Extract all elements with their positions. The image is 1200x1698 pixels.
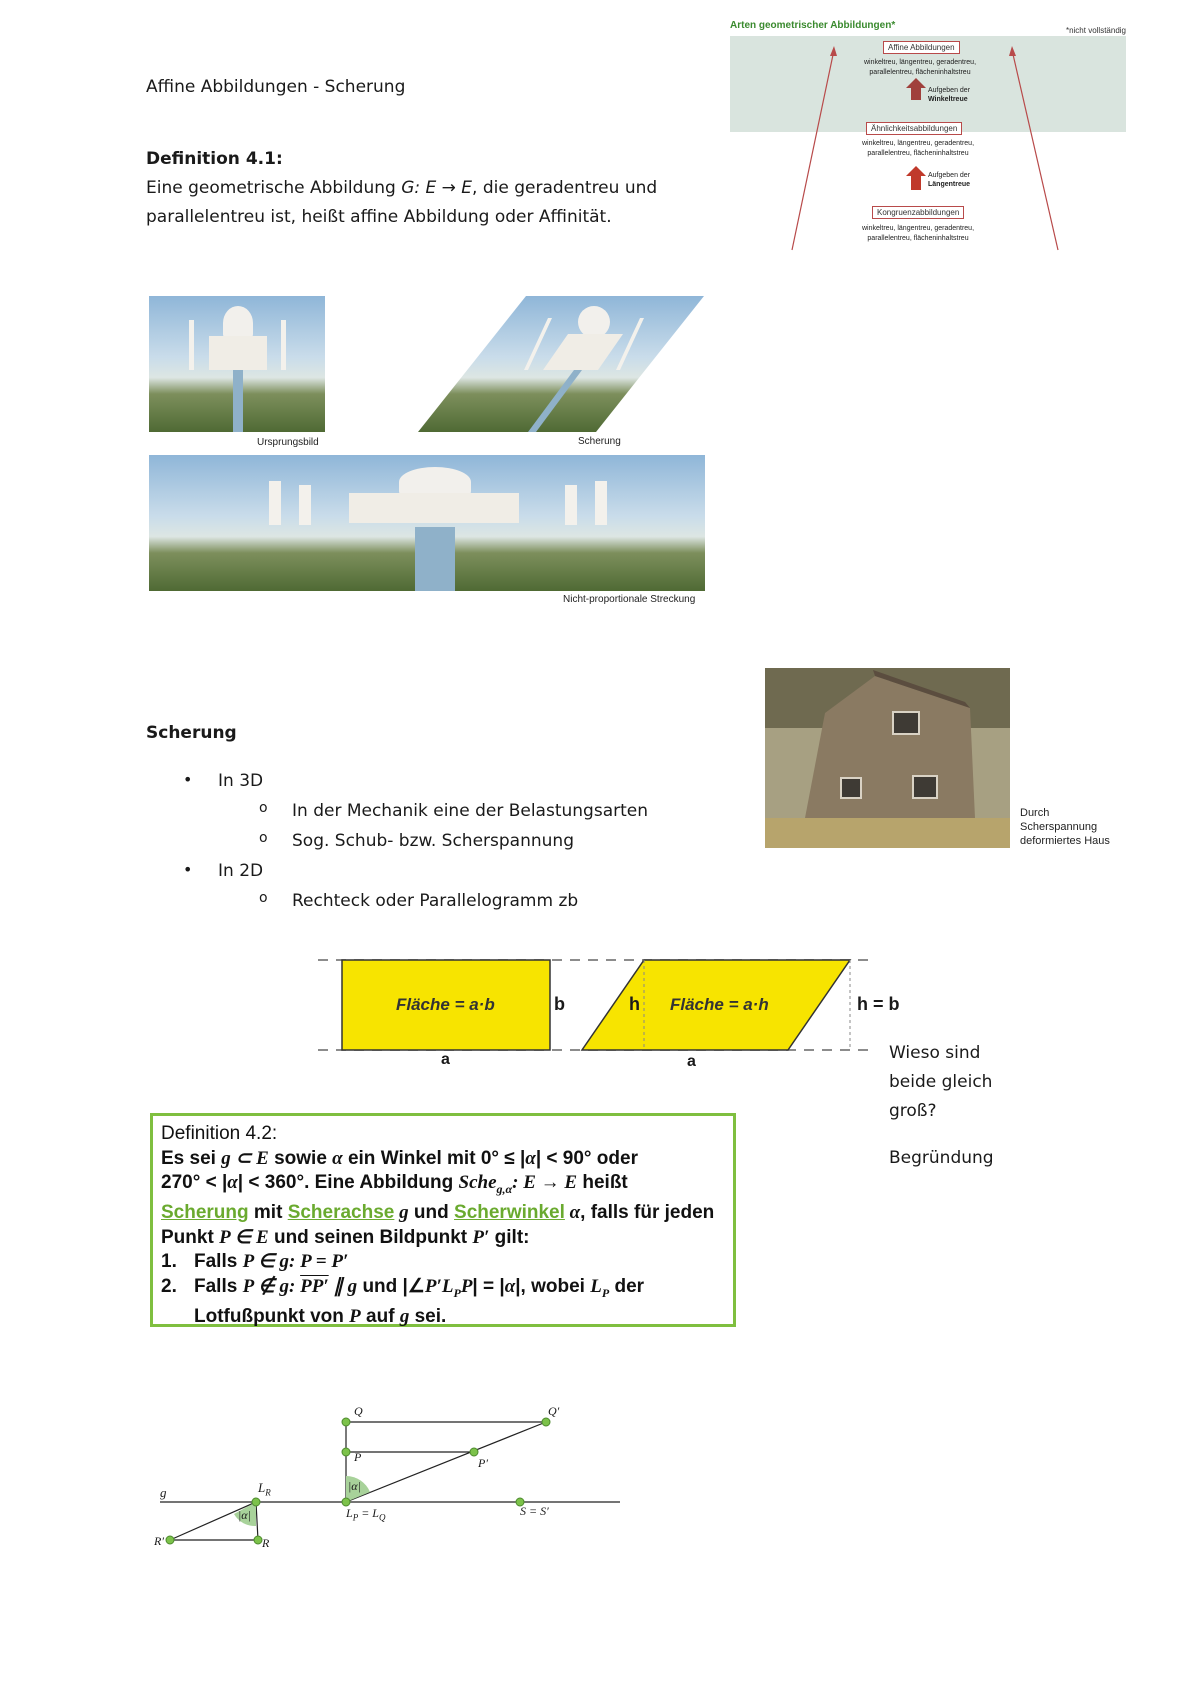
label-lp-lq	[346, 1506, 385, 1522]
point-lr	[252, 1498, 260, 1506]
def42-l1-c: ein Winkel mit 0° ≤ |	[342, 1147, 526, 1169]
def42-line-4	[161, 1226, 725, 1251]
def42-item-2	[161, 1275, 725, 1305]
para-area-label: Fläche = a·h	[670, 995, 769, 1014]
house-caption-3: deformiertes Haus	[1020, 835, 1110, 847]
step-1-text	[928, 86, 970, 104]
left-arrow-head	[830, 46, 837, 56]
taj-dome	[223, 306, 253, 340]
stretch-pool	[415, 527, 455, 591]
house-grass	[765, 818, 1010, 848]
definition-4-1-text-a: Eine geometrische Abbildung	[146, 178, 402, 198]
aehnlich-props-1: winkeltreu, längentreu, geradentreu,	[861, 140, 975, 147]
taj-minaret-right	[281, 320, 286, 370]
def42-i2-b: und |∠	[357, 1275, 425, 1297]
label-q-prime: Q′	[548, 1404, 560, 1418]
label-lr	[258, 1480, 271, 1498]
def42-i2-m4: P′L	[424, 1275, 454, 1297]
def42-l2-m3: : E → E	[512, 1172, 578, 1193]
label-g: g	[160, 1485, 167, 1500]
label-q: Q	[354, 1404, 363, 1418]
left-arrow-line	[792, 50, 834, 250]
line-lp-q-prime	[346, 1422, 546, 1502]
def42-l2-a: 270° < |	[161, 1172, 228, 1193]
def42-l1-b: sowie	[268, 1147, 333, 1169]
def42-l4-m2: P′	[472, 1226, 490, 1248]
sub-bullet-1: o	[259, 800, 268, 816]
label-r: R	[262, 1536, 270, 1550]
definition-4-1-math: G: E → E	[401, 178, 473, 198]
question-line-3: groß?	[889, 1101, 937, 1121]
def42-l3-c: , falls für jeden	[580, 1202, 715, 1224]
def42-i2-m5: P	[460, 1275, 473, 1297]
label-alpha-p: |α|	[348, 1479, 361, 1493]
def42-l1-m3: α	[525, 1147, 536, 1169]
label-r-prime: R′	[154, 1534, 164, 1548]
def42-i2-sub2: P	[601, 1285, 610, 1300]
label-lp-main: L	[346, 1506, 353, 1520]
def42-i2-num: 2.	[161, 1275, 177, 1297]
scherung-heading: Scherung	[146, 723, 237, 743]
definition-4-1-line-2: parallelentreu ist, heißt affine Abbildung oder Affinität.	[146, 207, 612, 227]
def42-i2l2-m2: g	[399, 1306, 410, 1328]
item-2d: In 2D	[218, 861, 264, 881]
item-3d: In 3D	[218, 771, 264, 791]
def42-l1-m1: g ⊂ E	[221, 1147, 269, 1169]
item-3d-sub-1: In der Mechanik eine der Belastungsarten	[292, 801, 648, 821]
stretch-minaret-2	[299, 485, 311, 525]
base-a-para-label: a	[687, 1053, 696, 1070]
point-q	[342, 1418, 350, 1426]
def42-l1-a: Es sei	[161, 1147, 222, 1169]
house-window-right	[913, 776, 937, 798]
rect-area-label: Fläche = a·b	[396, 995, 495, 1014]
label-lq-main: = L	[358, 1506, 379, 1520]
label-alpha-r: |α|	[238, 1508, 251, 1522]
def42-l2-m2: Sche	[458, 1172, 497, 1193]
item-3d-sub-2: Sog. Schub- bzw. Scherspannung	[292, 831, 574, 851]
def42-i2-e: der	[609, 1275, 645, 1297]
bullet-2d: •	[183, 860, 193, 879]
arten-note: *nicht vollständig	[1065, 26, 1126, 35]
caption-shear: Scherung	[578, 436, 621, 447]
def42-item-2-line-2	[161, 1305, 725, 1330]
def42-l3-m2: α	[564, 1202, 581, 1224]
caption-original: Ursprungsbild	[257, 437, 319, 448]
stretch-minaret-4	[595, 481, 607, 525]
def42-i2l2-b: auf	[360, 1306, 400, 1328]
up-arrow-2-head	[906, 166, 926, 176]
kongruenz-props-1: winkeltreu, längentreu, geradentreu,	[861, 225, 975, 232]
definition-4-2-box	[150, 1113, 736, 1327]
definition-4-1-line-1	[146, 174, 657, 203]
def42-i2-sub: P	[453, 1285, 461, 1300]
def42-l4-a: Punkt	[161, 1226, 220, 1248]
up-arrow-1-head	[906, 78, 926, 88]
taj-pool	[233, 370, 243, 432]
def42-i2-m7: L	[590, 1275, 602, 1297]
shear-dome	[578, 306, 610, 338]
question-line-1: Wieso sind	[889, 1043, 981, 1063]
up-arrow-1-body	[911, 86, 921, 100]
definition-4-1-text-b: , die geradentreu und	[472, 178, 658, 198]
house-window-top	[893, 712, 919, 734]
def42-i2-c: | = |	[472, 1275, 505, 1297]
def42-i2-m2: PP′	[300, 1275, 329, 1297]
reason-label: Begründung	[889, 1148, 994, 1168]
def42-l1-d: | < 90° oder	[535, 1147, 638, 1169]
def42-i2l2-a: Lotfußpunkt von	[194, 1306, 350, 1328]
affine-props-1: winkeltreu, längentreu, geradentreu,	[863, 59, 977, 66]
point-r-prime	[166, 1536, 174, 1544]
page-title: Affine Abbildungen - Scherung	[146, 77, 406, 97]
def42-l4-b: und seinen Bildpunkt	[268, 1226, 473, 1248]
affine-box: Affine Abbildungen	[883, 41, 960, 54]
scherwinkel-link[interactable]: Scherwinkel	[454, 1202, 565, 1224]
kongruenz-props	[840, 224, 996, 244]
def42-line-2	[161, 1171, 725, 1201]
right-arrow-line	[1012, 50, 1058, 250]
def42-l4-m1: P ∈ E	[219, 1226, 269, 1248]
side-b-label: b	[554, 994, 565, 1014]
base-a-rect-label: a	[441, 1051, 450, 1068]
def42-i2l2-c: sei.	[409, 1306, 447, 1328]
scherachse-link[interactable]: Scherachse	[287, 1202, 395, 1224]
house-window-left	[841, 778, 861, 798]
stretch-building	[349, 493, 519, 523]
item-2d-sub-1: Rechteck oder Parallelogramm zb	[292, 891, 579, 911]
label-lr-sub: R	[265, 1487, 271, 1498]
label-lq-sub: Q	[378, 1512, 386, 1523]
taj-shear-image	[418, 294, 704, 434]
point-p	[342, 1448, 350, 1456]
def42-l2-c: heißt	[577, 1172, 628, 1193]
label-s: S = S′	[520, 1504, 549, 1518]
bullet-3d: •	[183, 770, 193, 789]
def42-l3-m1: g	[394, 1202, 409, 1224]
def42-i2-m1: P ∉ g:	[242, 1275, 301, 1297]
def42-l2-b: | < 360°. Eine Abbildung	[237, 1172, 459, 1193]
def42-i2-d: |, wobei	[515, 1275, 591, 1297]
taj-original-image	[149, 296, 325, 432]
step-1-line-2: Winkeltreue	[928, 96, 968, 103]
def42-l2-m1: α	[227, 1172, 238, 1193]
def42-title: Definition 4.2:	[161, 1123, 278, 1144]
affine-props	[850, 58, 990, 78]
label-p-prime: P′	[478, 1456, 488, 1470]
point-r	[254, 1536, 262, 1544]
stretch-minaret-1	[269, 481, 281, 525]
taj-building	[209, 336, 267, 370]
label-p: P	[354, 1450, 362, 1464]
def42-i1-m: P ∈ g: P = P′	[242, 1251, 349, 1273]
step-2-line-2: Längentreue	[928, 181, 971, 188]
def42-i2-m6: α	[504, 1275, 516, 1297]
step-2-text	[928, 171, 970, 189]
question-line-2: beide gleich	[889, 1072, 993, 1092]
def42-i2l2-m1: P	[349, 1306, 361, 1328]
def42-l3-a: mit	[248, 1202, 288, 1224]
scherung-link[interactable]: Scherung	[161, 1202, 249, 1224]
affine-props-2: parallelentreu, flächeninhaltstreu	[869, 69, 971, 76]
point-p-prime	[470, 1448, 478, 1456]
sub-bullet-3: o	[259, 890, 268, 906]
sub-bullet-2: o	[259, 830, 268, 846]
arten-title: Arten geometrischer Abbildungen*	[730, 20, 896, 31]
def42-item-1	[161, 1250, 725, 1275]
def42-l3-b: und	[408, 1202, 455, 1224]
aehnlich-props-2: parallelentreu, flächeninhaltstreu	[867, 150, 969, 157]
shear-construction-figure	[150, 1400, 630, 1550]
point-lp	[342, 1498, 350, 1506]
kongruenz-box: Kongruenzabbildungen	[872, 206, 964, 219]
stretch-minaret-3	[565, 485, 577, 525]
def42-l4-c: gilt:	[489, 1226, 530, 1248]
def42-i2-a: Falls	[194, 1275, 243, 1297]
def42-l2-sub: g,α	[496, 1181, 513, 1196]
def42-i1-a: Falls	[194, 1251, 243, 1273]
aehnlich-props	[840, 139, 996, 159]
label-lr-main: L	[258, 1480, 266, 1495]
aehnlich-box: Ähnlichkeitsabbildungen	[866, 122, 962, 135]
definition-4-1-heading: Definition 4.1:	[146, 149, 283, 169]
side-hb-label: h = b	[857, 994, 900, 1014]
kongruenz-props-2: parallelentreu, flächeninhaltstreu	[867, 235, 969, 242]
house-caption-1: Durch	[1020, 807, 1050, 819]
side-h-label: h	[629, 994, 640, 1014]
house-caption-2: Scherspannung	[1020, 821, 1098, 833]
def42-i1-num: 1.	[161, 1251, 177, 1273]
sheared-house-photo	[765, 668, 1010, 848]
def42-l1-m2: α	[332, 1147, 343, 1169]
def42-line-1	[161, 1147, 725, 1172]
point-q-prime	[542, 1418, 550, 1426]
taj-minaret-left	[189, 320, 194, 370]
right-arrow-head	[1009, 46, 1016, 56]
up-arrow-2-body	[911, 174, 921, 190]
step-1-line-1: Aufgeben der	[928, 87, 971, 94]
house-drawing	[765, 668, 1010, 848]
taj-stretch-image	[149, 455, 705, 591]
arten-abbildungen-figure	[720, 14, 1138, 252]
def42-i2-m3: ∥ g	[328, 1275, 358, 1297]
label-lp-sub: P	[352, 1512, 359, 1523]
def42-line-3	[161, 1201, 725, 1226]
step-2-line-1: Aufgeben der	[928, 172, 971, 179]
caption-stretch: Nicht-proportionale Streckung	[563, 594, 696, 605]
house-caption	[1020, 806, 1110, 848]
